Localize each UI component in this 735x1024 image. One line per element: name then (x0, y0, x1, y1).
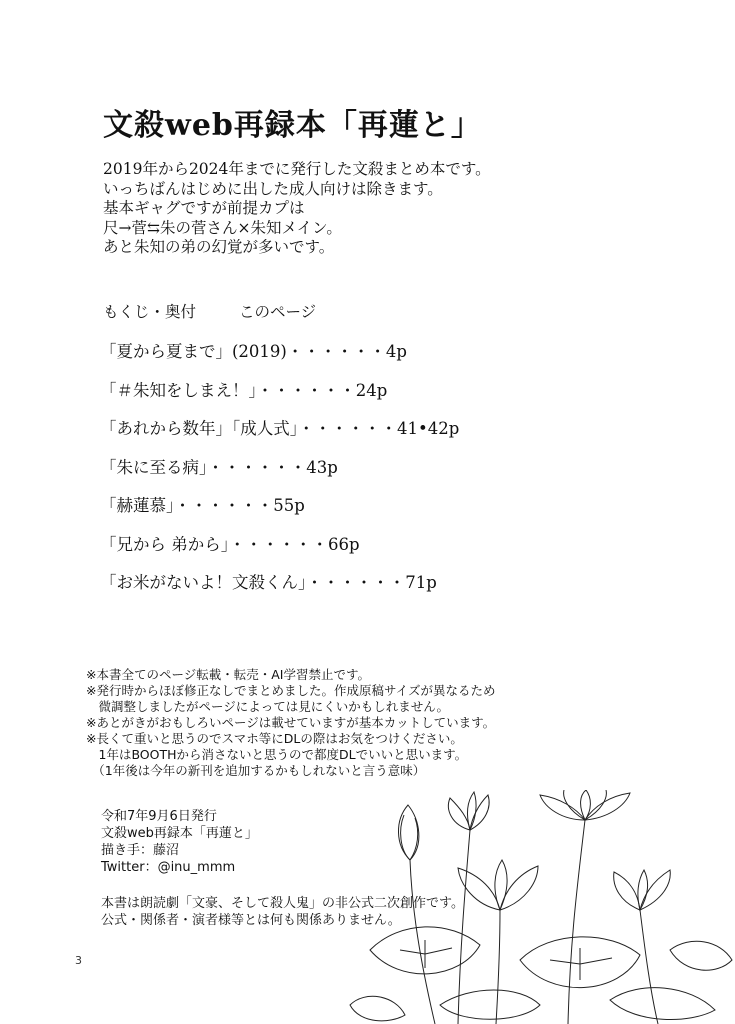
intro-line: 2019年から2024年までに発行した文殺まとめ本です。 (103, 160, 491, 178)
intro-text (103, 160, 491, 258)
table-of-contents (100, 340, 459, 610)
intro-line: 基本ギャグですが前提カプは (103, 199, 305, 217)
toc-header-right: このページ (238, 303, 317, 321)
disclaimer-line: 公式・関係者・演者様等とは何も関係ありません。 (101, 913, 401, 928)
toc-entry: 「＃朱知をしまえ！」・・・・・・24p (100, 380, 388, 400)
note-line: ※長くて重いと思うのでスマホ等にDLの際はお気をつけください。 (86, 731, 463, 746)
toc-entry: 「朱に至る病」・・・・・・43p (100, 457, 338, 477)
toc-entry: 「夏から夏まで」(2019)・・・・・・4p (100, 342, 407, 361)
note-line: ※あとがきがおもしろいページは載せていますが基本カットしています。 (86, 715, 496, 730)
toc-header (103, 300, 316, 322)
intro-line: 尺→菅⇆朱の菅さん×朱知メイン。 (103, 218, 342, 237)
colophon-line: 令和7年9月6日発行 (101, 809, 217, 824)
disclaimer (101, 895, 464, 929)
intro-line: あと朱知の弟の幻覚が多いです。 (103, 238, 335, 256)
page-number: 3 (75, 954, 82, 967)
notes (86, 667, 495, 779)
toc-header-left: もくじ・奥付 (103, 303, 197, 321)
note-line: 微調整しましたがページによっては見にくいかもしれません。 (86, 699, 450, 714)
colophon-line: Twitter：@inu_mmm (101, 860, 236, 875)
toc-entry: 「お米がないよ！文殺くん」・・・・・・71p (100, 573, 437, 592)
colophon-line: 文殺web再録本「再蓮と」 (101, 826, 258, 841)
note-line: ※本書全てのページ転載・転売・AI学習禁止です。 (86, 667, 370, 682)
note-line: ※発行時からほぼ修正なしでまとめました。作成原稿サイズが異なるため (86, 683, 496, 698)
page-title: 文殺web再録本「再蓮と」 (103, 108, 482, 143)
intro-line: いっちばんはじめに出した成人向けは除きます。 (103, 179, 443, 198)
colophon (101, 808, 258, 876)
toc-entry: 「兄から 弟から」・・・・・・66p (100, 534, 360, 554)
note-line: 1年はBOOTHから消さないと思うので都度DLでいいと思います。 (86, 747, 468, 762)
disclaimer-line: 本書は朗読劇「文豪、そして殺人鬼」の非公式二次創作です。 (101, 896, 464, 911)
toc-entry: 「あれから数年」「成人式」・・・・・・41•42p (100, 419, 460, 438)
colophon-line: 描き手：藤沼 (101, 843, 180, 858)
note-line: （1年後は今年の新刊を追加するかもしれないと言う意味） (86, 763, 426, 778)
toc-entry: 「赫蓮慕」・・・・・・55p (100, 496, 305, 515)
